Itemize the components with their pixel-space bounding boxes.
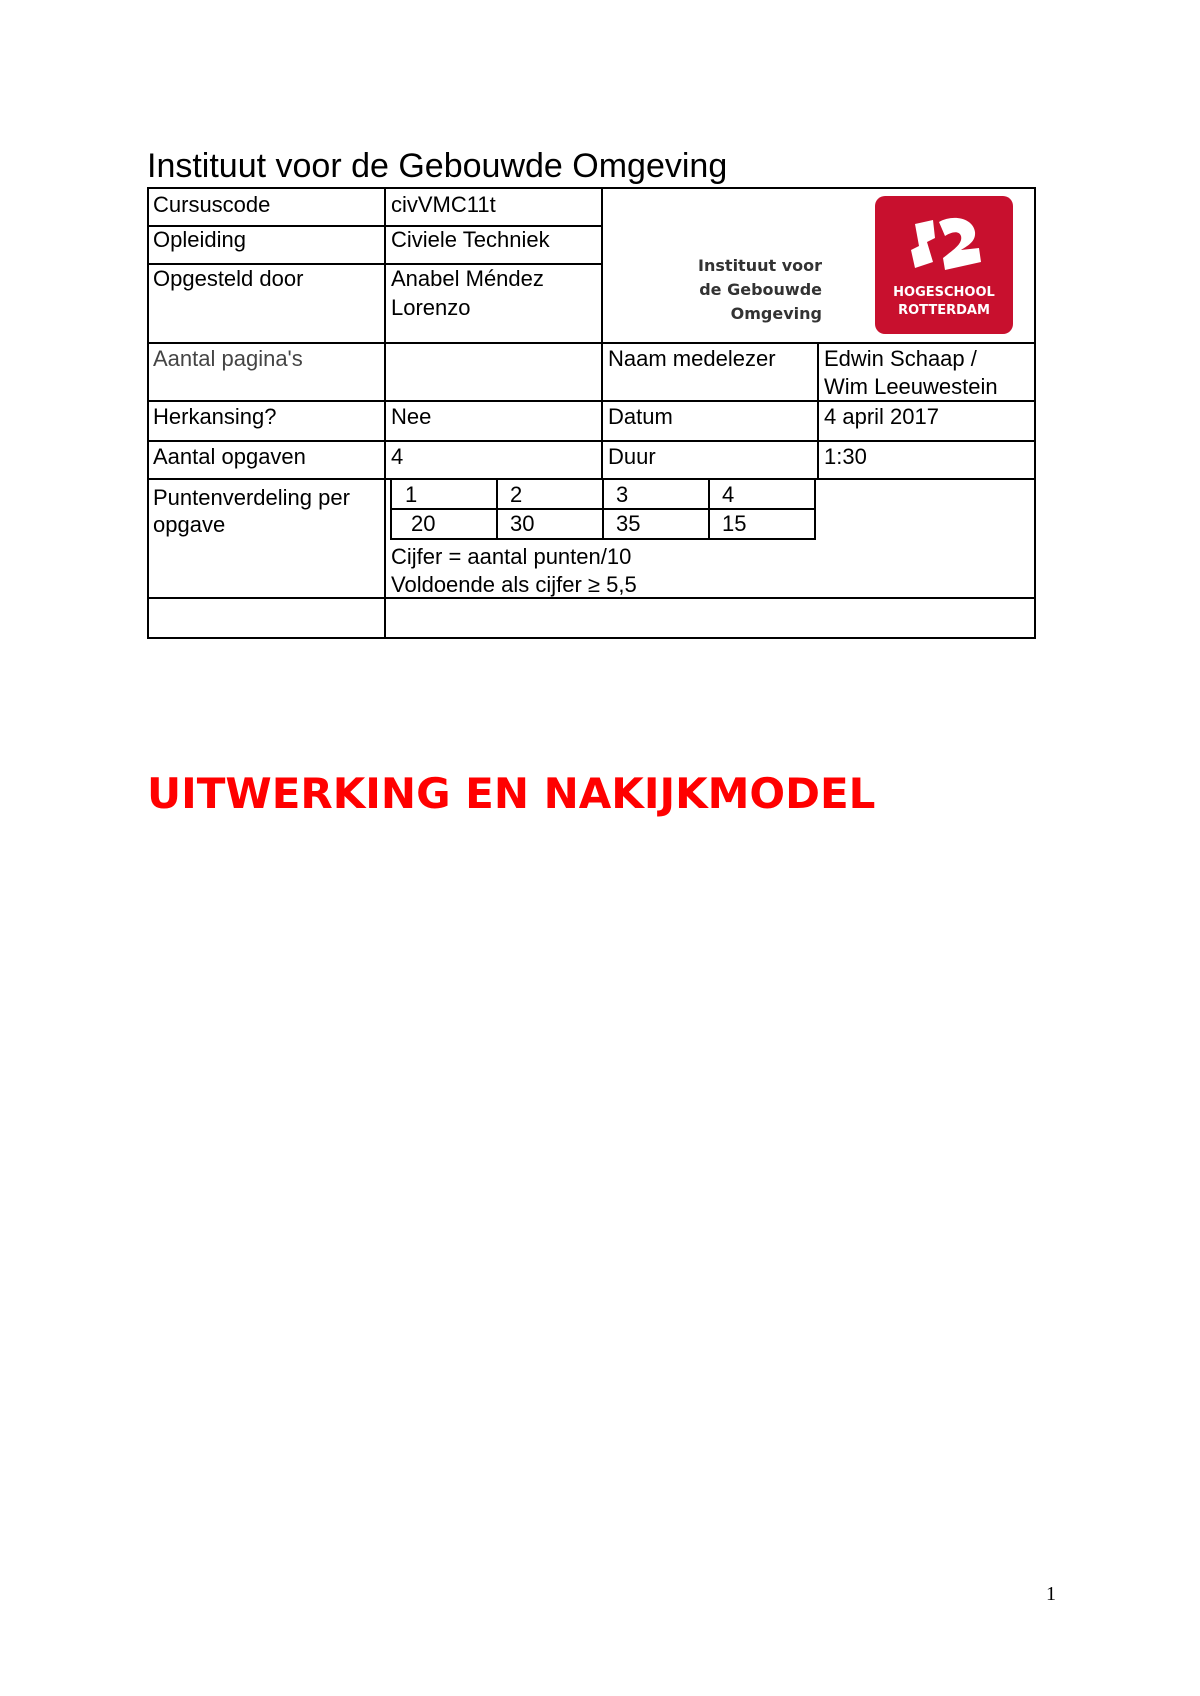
hogeschool-logo-line2: ROTTERDAM [898,303,990,318]
opgave-number: 4 [722,482,735,507]
page-title: Instituut voor de Gebouwde Omgeving [147,147,728,185]
page-number: 1 [1046,1583,1056,1605]
herkansing-label: Herkansing? [153,404,277,429]
opgave-number: 1 [405,482,418,507]
datum-label: Datum [608,404,673,429]
opgave-punten: 15 [722,511,747,536]
aantal-opgaven-value: 4 [391,444,404,469]
opgesteld-door-value-line1: Anabel Méndez [391,266,544,291]
puntenverdeling-label-line2: opgave [153,512,226,537]
aantal-opgaven-label: Aantal opgaven [153,444,306,469]
opleiding-label: Opleiding [153,227,246,252]
naam-medelezer-value-line1: Edwin Schaap / [824,346,977,371]
duur-label: Duur [608,444,656,469]
cijfer-line2: Voldoende als cijfer ≥ 5,5 [391,572,637,597]
aantal-paginas-label: Aantal pagina's [153,346,303,371]
naam-medelezer-label: Naam medelezer [608,346,776,371]
opgave-punten: 20 [411,511,436,536]
cijfer-line1: Cijfer = aantal punten/10 [391,544,632,569]
cursuscode-label: Cursuscode [153,192,271,217]
opgave-number: 3 [616,482,629,507]
hogeschool-logo-line1: HOGESCHOOL [893,285,995,300]
herkansing-value: Nee [391,404,432,429]
institute-logo-line1: Instituut voor [698,256,822,275]
institute-logo-line2: de Gebouwde [699,280,822,299]
opgave-punten: 35 [616,511,641,536]
puntenverdeling-label-line1: Puntenverdeling per [153,485,350,510]
institute-logo [660,254,822,326]
opgave-number: 2 [510,482,523,507]
datum-value: 4 april 2017 [824,404,939,429]
opleiding-value: Civiele Techniek [391,227,550,252]
cursuscode-value: civVMC11t [391,192,496,217]
opgesteld-door-value-line2: Lorenzo [391,295,471,320]
hogeschool-rotterdam-logo [875,196,1013,334]
opgesteld-door-label: Opgesteld door [153,266,304,291]
institute-logo-line3: Omgeving [730,304,822,323]
duur-value: 1:30 [824,444,867,469]
naam-medelezer-value-line2: Wim Leeuwestein [824,374,998,399]
document-heading: UITWERKING EN NAKIJKMODEL [147,769,876,818]
opgave-punten: 30 [510,511,535,536]
